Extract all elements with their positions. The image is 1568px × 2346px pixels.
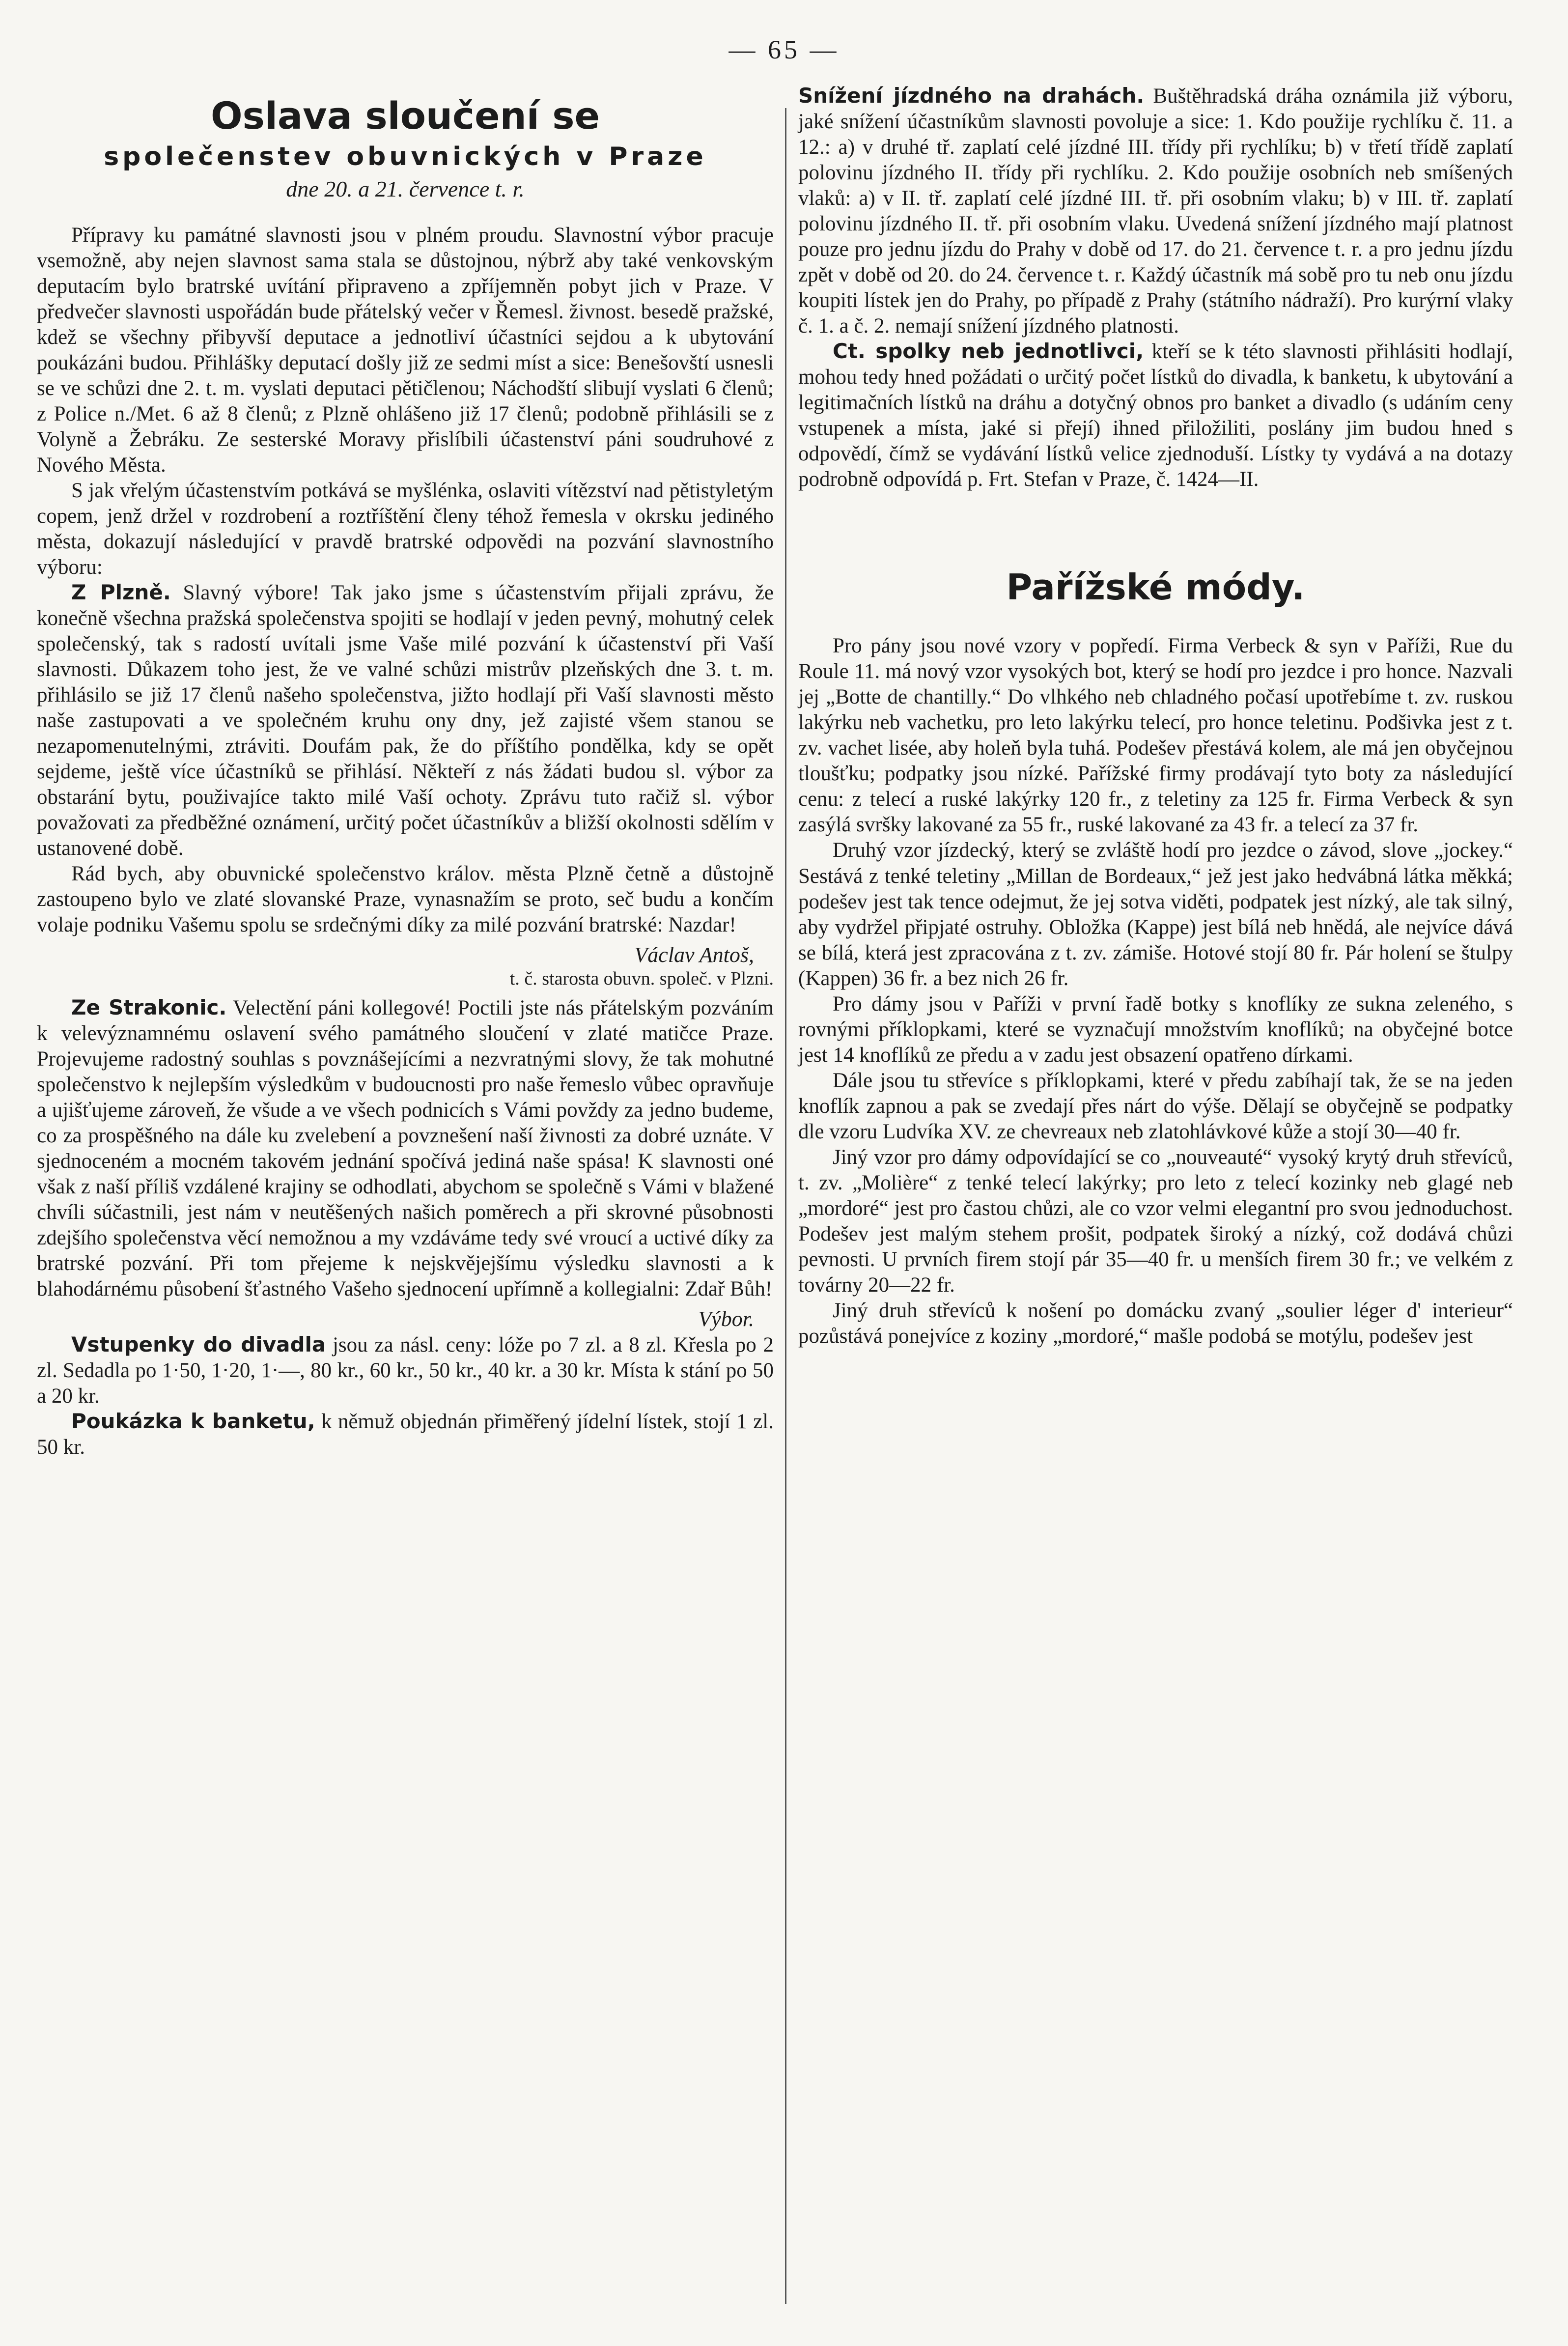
associations-paragraph [798, 339, 1513, 492]
plzen-letter [37, 580, 774, 861]
article-title: Oslava sloučení se [210, 94, 600, 138]
paragraph: Přípravy ku památné slavnosti jsou v plném proudu. Slavnostní výbor pracuje vsemožně, aby nejen slavnost sama stala se důstojnou, nýbrž aby také venkovským deputacím bylo bratrské uvítání připraveno a zpříjemněn pobyt jich v Praze. V předvečer slavnosti uspořádán bude přátelský večer v Řemesl. živnost. besedě pražské, kdež se všechny přibyvší deputace a jednotliví účastníci sejdou a k ubytování poukázáni budou. Přihlášky deputací došly již ze sedmi míst a sice: Benešovští usnesli se ve schůzi dne 2. t. m. vyslati deputaci pětičlenou; Náchodští slibují vyslati 6 členů; z Police n./Met. 6 až 8 členů; z Plzně ohlášeno již 17 členů; podobně přihlásili se z Volyně a Žebráku. Ze sesterské Moravy přislíbili účastenství páni soudruhové z Nového Města. [37, 223, 774, 477]
signature: Výbor. [698, 1307, 754, 1331]
paragraph-text: kteří se k této slavnosti přihlásiti hodlají, mohou tedy hned požádati o určitý počet lístků do divadla, k banketu, k ubytování a legitimačních lístků na dráhu a dotyčný obnos pro banket a divadlo (s udáním ceny vstupenek a místa, jaké si přejí) ihned přiložiliti, poslány jim budou hned s odpovědí, čímž se vydávání lístků velice zjednoduší. Lístky ty vydává a na dotazy podrobně odpovídá p. Frt. Stefan v Praze, č. 1424—II. [798, 340, 1513, 491]
section-lead: Ze Strakonic. [71, 995, 227, 1020]
paragraph: Rád bych, aby obuvnické společenstvo králov. města Plzně četně a důstojně zastoupeno bylo ve zlaté slovanské Praze, vynasnažím se proto, seč budu a končím volaje podniku Vašemu spolu se srdečnými díky za milé pozvání bratrské: Nazdar! [37, 862, 774, 936]
left-column [37, 84, 774, 1460]
signature-title: t. č. starosta obuvn. společ. v Plzni. [509, 968, 774, 989]
rail-discount-paragraph [798, 84, 1513, 339]
article-date: dne 20. a 21. července t. r. [286, 176, 525, 201]
tickets-paragraph [37, 1332, 774, 1409]
section-title: Pařížské módy. [1006, 566, 1305, 608]
signature: Václav Antoš, [634, 942, 754, 967]
column-divider [785, 108, 786, 2304]
paragraph: Dále jsou tu střevíce s příklopkami, které v předu zabíhají tak, že se na jeden knoflík zapnou a pak se zvedají přes nárt do výše. Dělají se obyčejně se podpatky dle vzoru Ludvíka XV. ze chevreaux neb zlatohlávkové kůže a stojí 30—40 fr. [798, 1069, 1513, 1143]
banquet-paragraph [37, 1409, 774, 1460]
section-lead: Z Plzně. [71, 580, 171, 604]
article-subtitle: společenstev obuvnických v Praze [104, 141, 707, 171]
page-number: — 65 — [728, 35, 840, 64]
paragraph: Jiný vzor pro dámy odpovídající se co „nouveauté“ vysoký krytý druh střevíců, t. zv. „Molière“ z tenké telecí lakýrky; pro leto z telecí kozinky neb glagé neb „mordoré“ jest pro častou chůzi, ale co vzor velmi elegantní pro svou jednoduchost. Podešev jest malým stehem prošit, podpatek široký a nízký, což dodává chůzi pevnosti. U prvních firem stojí pár 35—40 fr. u menších firem 30 fr.; ve velkém z továrny 20—22 fr. [798, 1145, 1513, 1297]
section-lead: Ct. spolky neb jednotlivci, [833, 339, 1144, 364]
strakonice-letter [37, 995, 774, 1302]
paragraph-text: Slavný výbore! Tak jako jsme s účastenstvím přijali zprávu, že konečně všechna pražská společenstva spojiti se hodlají v jeden pevný, mohutný celek společenský, tak s radostí uvítali jsme Vaše milé pozvání k účastenství při Vaší slavnosti. Důkazem toho jest, že ve valné schůzi mistrův plzeňských dne 3. t. m. přihlásilo se již 17 členů našeho společenstva, jižto hodlají při Vaší slavnosti město naše zastupovati a ve společném kruhu ony dny, jež zajisté všem stanou se nezapomenutelnými, ztráviti. Doufám pak, že do příštího pondělka, kdy se opět sejdeme, ještě více účastníků se přihlásí. Někteří z nás žádati budou sl. výbor za obstarání bytu, použivajíce takto milé Vaší ochoty. Zprávu tuto račiž sl. výbor považovati za předběžné oznámení, určitý počet účastníkův a bližší okolnosti sdělím v ustanovené době. [37, 581, 774, 860]
paragraph: Jiný druh střevíců k nošení po domácku zvaný „soulier léger d' interieur“ pozůstává ponejvíce z koziny „mordoré,“ mašle podobá se motýlu, podešev jest [798, 1299, 1513, 1348]
paragraph: Druhý vzor jízdecký, který se zvláště hodí pro jezdce o závod, slove „jockey.“ Sestává z tenké teletiny „Millan de Bordeaux,“ jež jest jako hedvábná látka měkká; podešev jest tak tence odejmut, že jej sotva viděti, podpatek jest nízký, ale tak silný, aby vydržel připjaté ostruhy. Obložka (Kappe) jest bílá neb hnědá, ale nejvíce dává se bílá, která jest zpracována z t. zv. zámiše. Hotové stojí 80 fr. Pár holení se štulpy (Kappen) 36 fr. a bez nich 26 fr. [798, 839, 1513, 990]
section-lead: Vstupenky do divadla [71, 1332, 326, 1357]
paragraph-text: k němuž objednán přiměřený jídelní lístek, stojí 1 zl. 50 kr. [37, 1410, 774, 1459]
section-lead: Snížení jízdného na drahách. [798, 84, 1145, 108]
right-column [798, 84, 1513, 1349]
section-lead: Poukázka k banketu, [71, 1409, 315, 1433]
paragraph: Pro pány jsou nové vzory v popředí. Firma Verbeck & syn v Paříži, Rue du Roule 11. má nový vzor vysokých bot, který se hodí pro jezdce i pro honce. Nazvali jej „Botte de chantilly.“ Do vlhkého neb chladného počasí upotřebíme t. zv. ruskou lakýrku neb vachetku, pro leto lakýrku telecí, pro honce teletinu. Podšivka jest z t. zv. vachet lisée, aby holeň byla tuhá. Podešev přestává kolem, ale má jen obyčejnou tloušťku; podpatky jsou nízké. Pařížské firmy prodávají tyto boty za následující cenu: z telecí a ruské lakýrky 120 fr., z teletiny za 125 fr. Firma Verbeck & syn zasýlá svršky lakované za 55 fr., ruské lakované za 43 fr. a telecí za 37 fr. [798, 634, 1513, 837]
paragraph-text: Buštěhradská dráha oznámila již výboru, jaké snížení účastníkům slavnosti povoluje a sice: 1. Kdo použije rychlíku č. 11. a 12.: a) v druhé tř. zaplatí celé jízdné III. třídy při rychlíku; b) v třetí třídě zaplatí polovinu jízdného II. třídy při rychlíku. 2. Kdo použije osobních neb smíšených vlaků: a) v II. tř. zaplatí celé jízdné III. tř. při osobním vlaku; b) v III. tř. zaplatí polovinu jízdného II. tř. při osobním vlaku. Uvedená snížení jízdného mají platnost pouze pro jednu jízdu do Prahy v době od 17. do 21. července t. r. a pro jednu jízdu zpět v době od 20. do 24. července t. r. Každý účastník má sobě pro tu neb onu jízdu koupiti lístek jen do Prahy, po případě z Prahy (státního nádraží). Pro kurýrní vlaky č. 1. a č. 2. nemají snížení jízdného platnosti. [798, 85, 1513, 338]
paragraph-text: Velectění páni kollegové! Poctili jste nás přátelským pozváním k velevýznamnému oslavení svého památného sloučení v zlaté matičce Praze. Projevujeme radostný souhlas s povznášejícími a nezvratnými slovy, že tak mohutné společenstvo k nejlepším výsledkům v budoucnosti pro naše řemeslo vůbec opravňuje a ujišťujeme zároveň, že všude a ve všech podnicích s Vámi povždy za jedno budeme, co za prospěšného na dále ku zvelebení a povznešení naší živnosti za dobré uznáte. V sjednoceném a mocném takovém jednání spočívá jediná naše spása! K slavnosti oné však z naší příliš vzdálené krajiny se odhodlati, abychom se společně s Vámi v blažené chvíli súčastnili, jest nám v neutěšených našich poměrech a při skrovné působnosti zdejšího společenstva věcí nemožnou a my vzdáváme tedy své vroucí a uctivé díky za bratrské pozvání. Při tom přejeme k nejskvějejšímu výsledku slavnosti a k blahodárnému působení šťastného Vašeho sjednocení upřímně a kollegialni: Zdař Bůh! [37, 996, 774, 1301]
paragraph-text: jsou za násl. ceny: lóže po 7 zl. a 8 zl. Křesla po 2 zl. Sedadla po 1·50, 1·20, 1·—, 80 kr., 60 kr., 50 kr., 40 kr. a 30 kr. Místa k stání po 50 a 20 kr. [37, 1333, 774, 1408]
paragraph: S jak vřelým účastenstvím potkává se myšlénka, oslaviti vítězství nad pětistyletým copem, jenž držel v rozdrobení a roztříštění členy téhož řemesla v okrsku jediného města, dokazují následující v pravdě bratrské odpovědi na pozvání slavnostního výboru: [37, 479, 774, 579]
paragraph: Pro dámy jsou v Paříži v první řadě botky s knoflíky ze sukna zeleného, s rovnými příklopkami, které se vyznačují množstvím knoflíků; na obyčejné botce jest 14 knoflíků ze předu a v zadu jest obsazení opatřeno dírkami. [798, 992, 1513, 1067]
